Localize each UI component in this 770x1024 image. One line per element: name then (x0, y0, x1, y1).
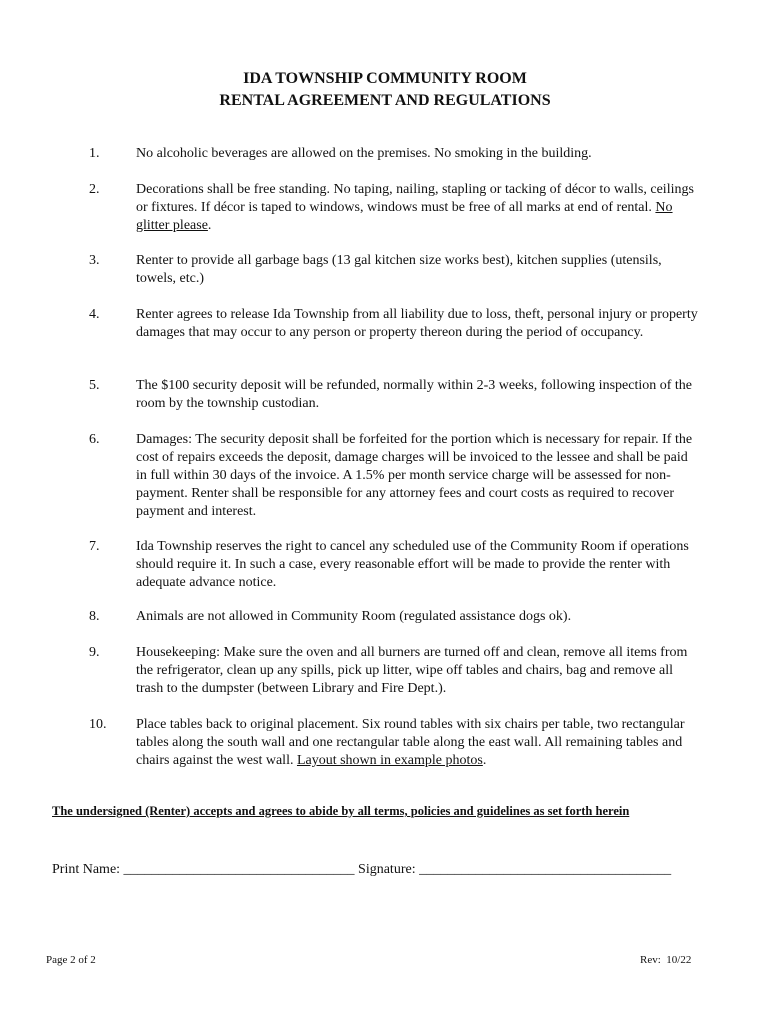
rule-number: 8. (89, 609, 100, 624)
page-number: Page 2 of 2 (46, 954, 96, 966)
rule-number: 4. (89, 307, 100, 322)
signature-line[interactable]: ____________________________________ (419, 862, 672, 877)
revision-label: Rev: 10/22 (640, 954, 692, 966)
signature-section (52, 861, 671, 879)
rule-number: 5. (89, 378, 100, 393)
rule-text-underlined: No glitter please (136, 200, 673, 233)
rule-number: 10. (89, 717, 107, 732)
rule-text: The $100 security deposit will be refunded, normally within 2-3 weeks, following inspection of the room by the township custodian. (136, 378, 692, 411)
rule-number: 7. (89, 539, 100, 554)
rule-number: 6. (89, 432, 100, 447)
rule-number: 2. (89, 182, 100, 197)
rule-text: Renter agrees to release Ida Township from all liability due to loss, theft, personal injury or property damages that may occur to any person or property thereon during the period of occupancy. (136, 307, 698, 340)
rule-number: 1. (89, 146, 100, 161)
rule-number: 9. (89, 645, 100, 660)
rule-text: No alcoholic beverages are allowed on the premises. No smoking in the building. (136, 146, 592, 161)
rule-text-underlined: Layout shown in example photos (296, 753, 483, 768)
rule-text-suffix: . (207, 218, 212, 233)
rule-text: Renter to provide all garbage bags (13 gal kitchen size works best), kitchen supplies (utensils, towels, etc.) (136, 253, 662, 286)
title-line-2: RENTAL AGREEMENT AND REGULATIONS (219, 92, 551, 109)
rule-text: Animals are not allowed in Community Room (regulated assistance dogs ok). (136, 609, 572, 624)
agreement-statement: The undersigned (Renter) accepts and agrees to abide by all terms, policies and guidelines as set forth herein (52, 804, 630, 818)
rule-number: 3. (89, 253, 100, 268)
rule-text-main: Decorations shall be free standing. No taping, nailing, stapling or tacking of décor to walls, ceilings or fixtures. If décor is taped to windows, windows must be free of all marks at end of rental. (136, 182, 694, 215)
signature-label: Signature: (358, 862, 416, 877)
print-name-line[interactable]: _________________________________ (123, 862, 355, 877)
rule-text-main: Place tables back to original placement. Six round tables with six chairs per table, two rectangular tables along the south wall and one rectangular table along the east wall. All remaining tables and chairs against the west wall. (136, 717, 685, 768)
document-title (0, 68, 770, 112)
rule-text-suffix: . (482, 753, 487, 768)
rule-text: Damages: The security deposit shall be forfeited for the portion which is necessary for repair. If the cost of repairs exceeds the deposit, damage charges will be invoiced to the lessee and shall be paid in full within 30 days of the invoice. A 1.5% per month service charge will be assessed for non-payment. Renter shall be responsible for any attorney fees and court costs as required to recover payment and interest. (136, 432, 693, 519)
rule-text: Housekeeping: Make sure the oven and all burners are turned off and clean, remove all items from the refrigerator, clean up any spills, pick up litter, wipe off tables and chairs, bag and remove all trash to the dumpster (between Library and Fire Dept.). (136, 645, 688, 696)
print-name-label: Print Name: (52, 862, 121, 877)
rule-text (136, 716, 702, 770)
rule-text (136, 181, 702, 235)
rule-text: Ida Township reserves the right to cancel any scheduled use of the Community Room if operations should require it. In such a case, every reasonable effort will be made to provide the renter with adequate advance notice. (136, 539, 689, 590)
title-line-1: IDA TOWNSHIP COMMUNITY ROOM (243, 70, 527, 87)
